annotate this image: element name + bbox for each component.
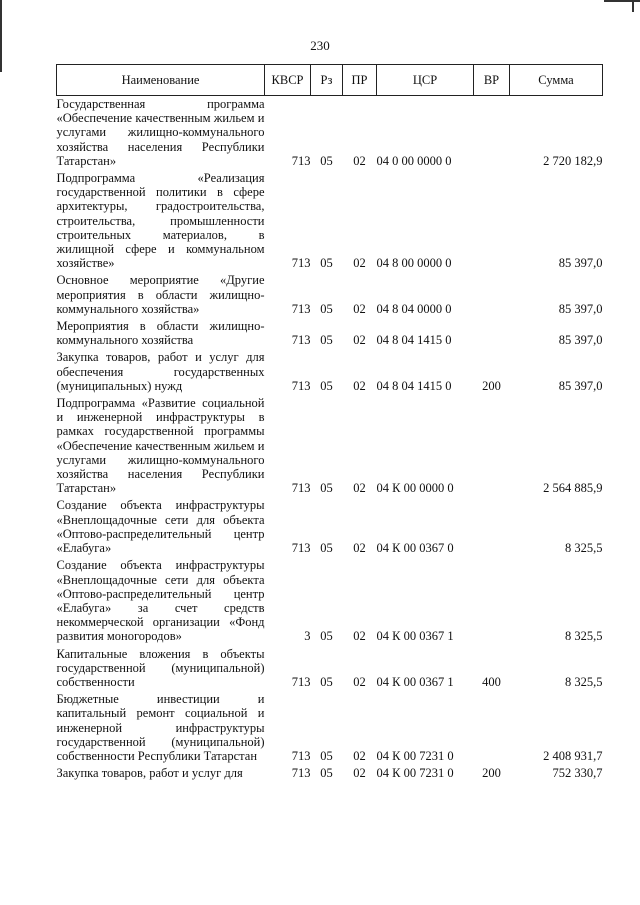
row-rz: 05 bbox=[320, 301, 333, 316]
row-rz: 05 bbox=[320, 629, 333, 644]
row-name: Государственная программа «Обеспечение качественным жильем и услугами жилищно-коммунального хозяйства населения Республики Татарстан» bbox=[56, 97, 265, 168]
row-kvsr: 713 bbox=[291, 541, 311, 556]
row-vr: 200 bbox=[482, 766, 501, 781]
row-pr: 02 bbox=[353, 301, 366, 316]
row-vr bbox=[474, 170, 510, 272]
budget-table bbox=[56, 64, 603, 782]
row-csr: 04 К 00 7231 0 bbox=[376, 748, 454, 763]
row-csr: 04 8 04 1415 0 bbox=[376, 378, 452, 393]
row-pr: 02 bbox=[353, 748, 366, 763]
row-rz: 05 bbox=[320, 256, 333, 271]
row-pr: 02 bbox=[353, 766, 366, 781]
header-name: Наименование bbox=[57, 65, 265, 96]
row-sum: 85 397,0 bbox=[558, 333, 603, 348]
row-pr: 02 bbox=[353, 256, 366, 271]
table-row bbox=[57, 170, 603, 272]
row-csr: 04 8 04 1415 0 bbox=[376, 333, 452, 348]
row-vr: 200 bbox=[482, 378, 501, 393]
row-name: Мероприятия в области жилищно-коммунального хозяйства bbox=[56, 319, 265, 348]
row-vr bbox=[474, 497, 510, 557]
table-row bbox=[57, 272, 603, 318]
row-rz: 05 bbox=[320, 541, 333, 556]
row-csr: 04 К 00 0367 1 bbox=[376, 629, 454, 644]
row-pr: 02 bbox=[353, 378, 366, 393]
row-sum: 752 330,7 bbox=[552, 766, 603, 781]
row-vr bbox=[474, 395, 510, 497]
page-number: 230 bbox=[310, 38, 330, 53]
table-row bbox=[57, 557, 603, 645]
scan-edge-left bbox=[0, 0, 2, 72]
row-kvsr: 3 bbox=[304, 629, 311, 644]
row-sum: 2 564 885,9 bbox=[543, 481, 603, 496]
table-row bbox=[57, 497, 603, 557]
table-row bbox=[57, 395, 603, 497]
row-pr: 02 bbox=[353, 629, 366, 644]
row-pr: 02 bbox=[353, 674, 366, 689]
header-pr: ПР bbox=[343, 65, 377, 96]
scan-edge-corner bbox=[632, 0, 634, 12]
row-vr bbox=[474, 691, 510, 765]
row-vr bbox=[474, 272, 510, 318]
row-csr: 04 8 00 0000 0 bbox=[376, 256, 452, 271]
row-kvsr: 713 bbox=[291, 766, 311, 781]
table-row bbox=[57, 691, 603, 765]
row-csr: 04 К 00 0367 0 bbox=[376, 541, 454, 556]
row-name: Подпрограмма «Реализация государственной политики в сфере архитектуры, градостроительства, строительства, промышленности строительных материалов, в жилищной сфере и коммунальном хозяйстве» bbox=[56, 171, 265, 271]
row-rz: 05 bbox=[320, 481, 333, 496]
table-row bbox=[57, 765, 603, 782]
row-csr: 04 К 00 0000 0 bbox=[376, 481, 454, 496]
row-vr: 400 bbox=[482, 674, 501, 689]
row-csr: 04 0 00 0000 0 bbox=[376, 153, 452, 168]
row-rz: 05 bbox=[320, 153, 333, 168]
row-sum: 2 408 931,7 bbox=[543, 748, 603, 763]
row-rz: 05 bbox=[320, 333, 333, 348]
row-kvsr: 713 bbox=[291, 748, 311, 763]
row-rz: 05 bbox=[320, 766, 333, 781]
row-name: Создание объекта инфраструктуры «Внеплощадочные сети для объекта «Оптово-распределительный центр «Елабуга» bbox=[56, 498, 265, 556]
row-pr: 02 bbox=[353, 541, 366, 556]
row-sum: 8 325,5 bbox=[565, 629, 603, 644]
row-kvsr: 713 bbox=[291, 674, 311, 689]
row-rz: 05 bbox=[320, 748, 333, 763]
row-sum: 2 720 182,9 bbox=[543, 153, 603, 168]
row-pr: 02 bbox=[353, 153, 366, 168]
row-csr: 04 К 00 7231 0 bbox=[376, 766, 454, 781]
header-sum: Сумма bbox=[510, 65, 603, 96]
row-name: Подпрограмма «Развитие социальной и инженерной инфраструктуры в рамках государственной программы «Обеспечение качественным жильем и услугами жилищно-коммунального хозяйства населения Республики Татарстан» bbox=[56, 396, 265, 496]
row-vr bbox=[474, 96, 510, 171]
row-kvsr: 713 bbox=[291, 333, 311, 348]
table-row bbox=[57, 646, 603, 692]
row-name: Создание объекта инфраструктуры «Внеплощадочные сети для объекта «Оптово-распределительный центр «Елабуга» за счет средств некоммерческой организации «Фонд развития моногородов» bbox=[56, 558, 265, 644]
table-header-row bbox=[57, 65, 603, 96]
row-csr: 04 8 04 0000 0 bbox=[376, 301, 452, 316]
table-row bbox=[57, 96, 603, 171]
row-kvsr: 713 bbox=[291, 256, 311, 271]
row-sum: 8 325,5 bbox=[565, 541, 603, 556]
row-sum: 85 397,0 bbox=[558, 301, 603, 316]
row-sum: 85 397,0 bbox=[558, 378, 603, 393]
row-sum: 85 397,0 bbox=[558, 256, 603, 271]
row-rz: 05 bbox=[320, 378, 333, 393]
row-kvsr: 713 bbox=[291, 378, 311, 393]
row-vr bbox=[474, 557, 510, 645]
row-name: Основное мероприятие «Другие мероприятия в области жилищно-коммунального хозяйства» bbox=[56, 273, 265, 316]
row-kvsr: 713 bbox=[291, 481, 311, 496]
row-name: Закупка товаров, работ и услуг для обеспечения государственных (муниципальных) нужд bbox=[56, 350, 265, 393]
row-name: Капитальные вложения в объекты государственной (муниципальной) собственности bbox=[56, 646, 265, 689]
row-csr: 04 К 00 0367 1 bbox=[376, 674, 454, 689]
table-row bbox=[57, 349, 603, 395]
header-csr: ЦСР bbox=[377, 65, 474, 96]
row-sum: 8 325,5 bbox=[565, 674, 603, 689]
row-kvsr: 713 bbox=[291, 153, 311, 168]
header-rz: Рз bbox=[311, 65, 343, 96]
row-vr bbox=[474, 318, 510, 349]
row-pr: 02 bbox=[353, 481, 366, 496]
table-row bbox=[57, 318, 603, 349]
header-kvsr: КВСР bbox=[265, 65, 311, 96]
row-kvsr: 713 bbox=[291, 301, 311, 316]
row-name: Бюджетные инвестиции и капитальный ремонт социальной и инженерной инфраструктуры государственной (муниципальной) собственности Республики Татарстан bbox=[56, 692, 265, 763]
header-vr: ВР bbox=[474, 65, 510, 96]
row-rz: 05 bbox=[320, 674, 333, 689]
row-pr: 02 bbox=[353, 333, 366, 348]
row-name: Закупка товаров, работ и услуг для bbox=[56, 766, 243, 781]
scan-edge-top-right bbox=[604, 0, 640, 2]
